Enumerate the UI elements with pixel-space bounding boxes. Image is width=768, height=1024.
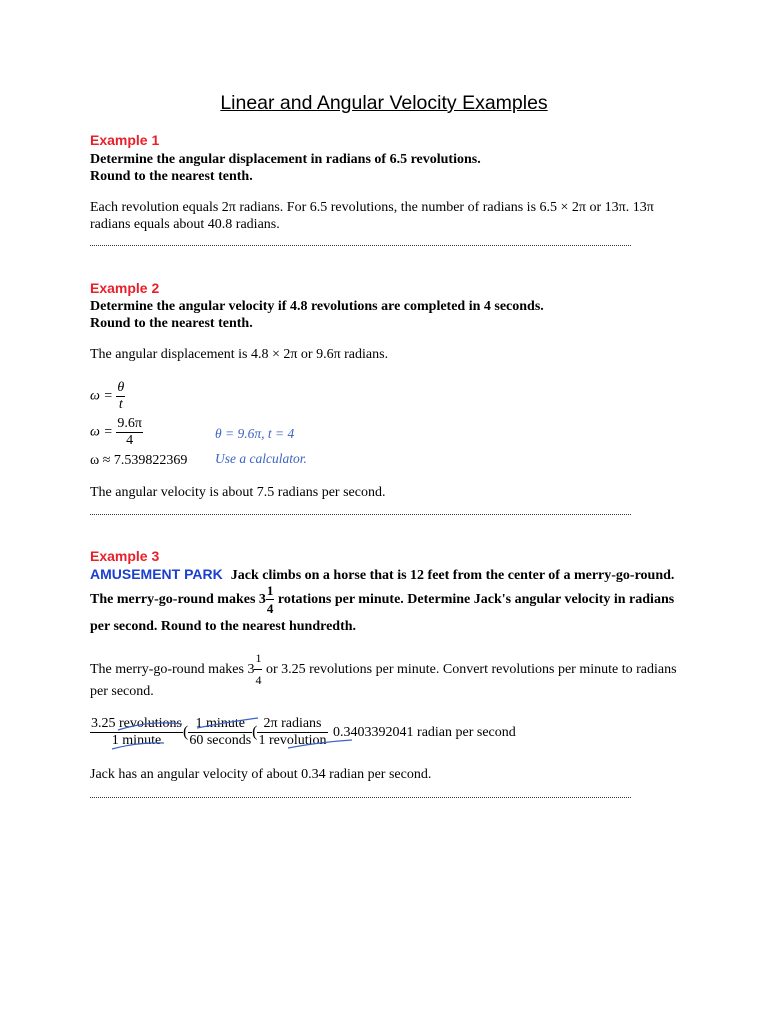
eq1-denominator: t [116, 396, 125, 413]
f3-numerator: 2π radians [263, 716, 322, 731]
paren-1: ( [183, 723, 189, 741]
example1-heading: Example 1 [90, 132, 160, 148]
example2-conclusion: The angular velocity is about 7.5 radians per second. [90, 485, 386, 500]
strike-revolution-denominator [288, 740, 352, 748]
mixed-denominator: 4 [266, 601, 274, 616]
example1-answer-line2: radians equals about 40.8 radians. [90, 217, 280, 232]
example3-conclusion: Jack has an angular velocity of about 0.34 radian per second. [90, 767, 432, 782]
example3-text-line2: per second. [90, 684, 154, 699]
conversion-result: 0.3403392041 radian per second [333, 724, 516, 740]
eq3-note: Use a calculator. [215, 451, 307, 466]
prompt-line2-start: The merry-go-round makes 3 [90, 592, 266, 607]
eq2-note: θ = 9.6π, t = 4 [215, 426, 295, 441]
eq1-numerator: θ [117, 380, 125, 395]
example3-prompt-line3: per second. Round to the nearest hundredth. [90, 619, 357, 634]
f2-numerator: 1 minute [195, 716, 245, 731]
mixed-denominator-text: 4 [254, 669, 262, 691]
text-line1-end: or 3.25 revolutions per minute. Convert revolutions per minute to radians [265, 662, 677, 677]
amusement-park-tag: AMUSEMENT PARK [90, 566, 223, 582]
eq2-denominator: 4 [116, 432, 143, 449]
example1-prompt-line1: Determine the angular displacement in radians of 6.5 revolutions. [90, 152, 481, 167]
example2-prompt-line1: Determine the angular velocity if 4.8 revolutions are completed in 4 seconds. [90, 299, 544, 314]
strike-revolutions [118, 723, 182, 730]
mixed-numerator-text: 1 [255, 651, 262, 665]
mixed-numerator: 1 [266, 583, 274, 598]
eq2-numerator: 9.6π [117, 416, 142, 431]
page-title: Linear and Angular Velocity Examples [220, 92, 548, 114]
paren-2: ( [252, 723, 258, 741]
example1-prompt-line2: Round to the nearest tenth. [90, 169, 253, 184]
example2-prompt-line2: Round to the nearest tenth. [90, 316, 253, 331]
dotted-divider [90, 797, 631, 798]
f2-denominator: 60 seconds [189, 733, 252, 748]
example3-prompt-line1: Jack climbs on a horse that is 12 feet from the center of a merry-go-round. [230, 568, 675, 583]
example3-heading: Example 3 [90, 548, 160, 564]
example1-answer-line1: Each revolution equals 2π radians. For 6.5 revolutions, the number of radians is 6.5 × 2π or 13π. 13π [90, 200, 654, 215]
f1-denominator: 1 minute [90, 732, 183, 749]
example2-displacement: The angular displacement is 4.8 × 2π or 9.6π radians. [90, 347, 389, 362]
f3-denominator: 1 revolution [258, 733, 327, 748]
f1-numerator: 3.25 revolutions [91, 716, 182, 731]
strike-minute-denominator [112, 743, 164, 749]
eq1-lhs: ω = [90, 388, 113, 404]
eq2-lhs: ω = [90, 424, 113, 440]
eq3-approx: ω ≈ 7.539822369 [90, 453, 188, 468]
prompt-line2-end: rotations per minute. Determine Jack's angular velocity in radians [277, 592, 675, 607]
text-line1-start: The merry-go-round makes 3 [90, 662, 255, 677]
example2-heading: Example 2 [90, 280, 160, 296]
strike-minute-numerator [197, 718, 258, 728]
